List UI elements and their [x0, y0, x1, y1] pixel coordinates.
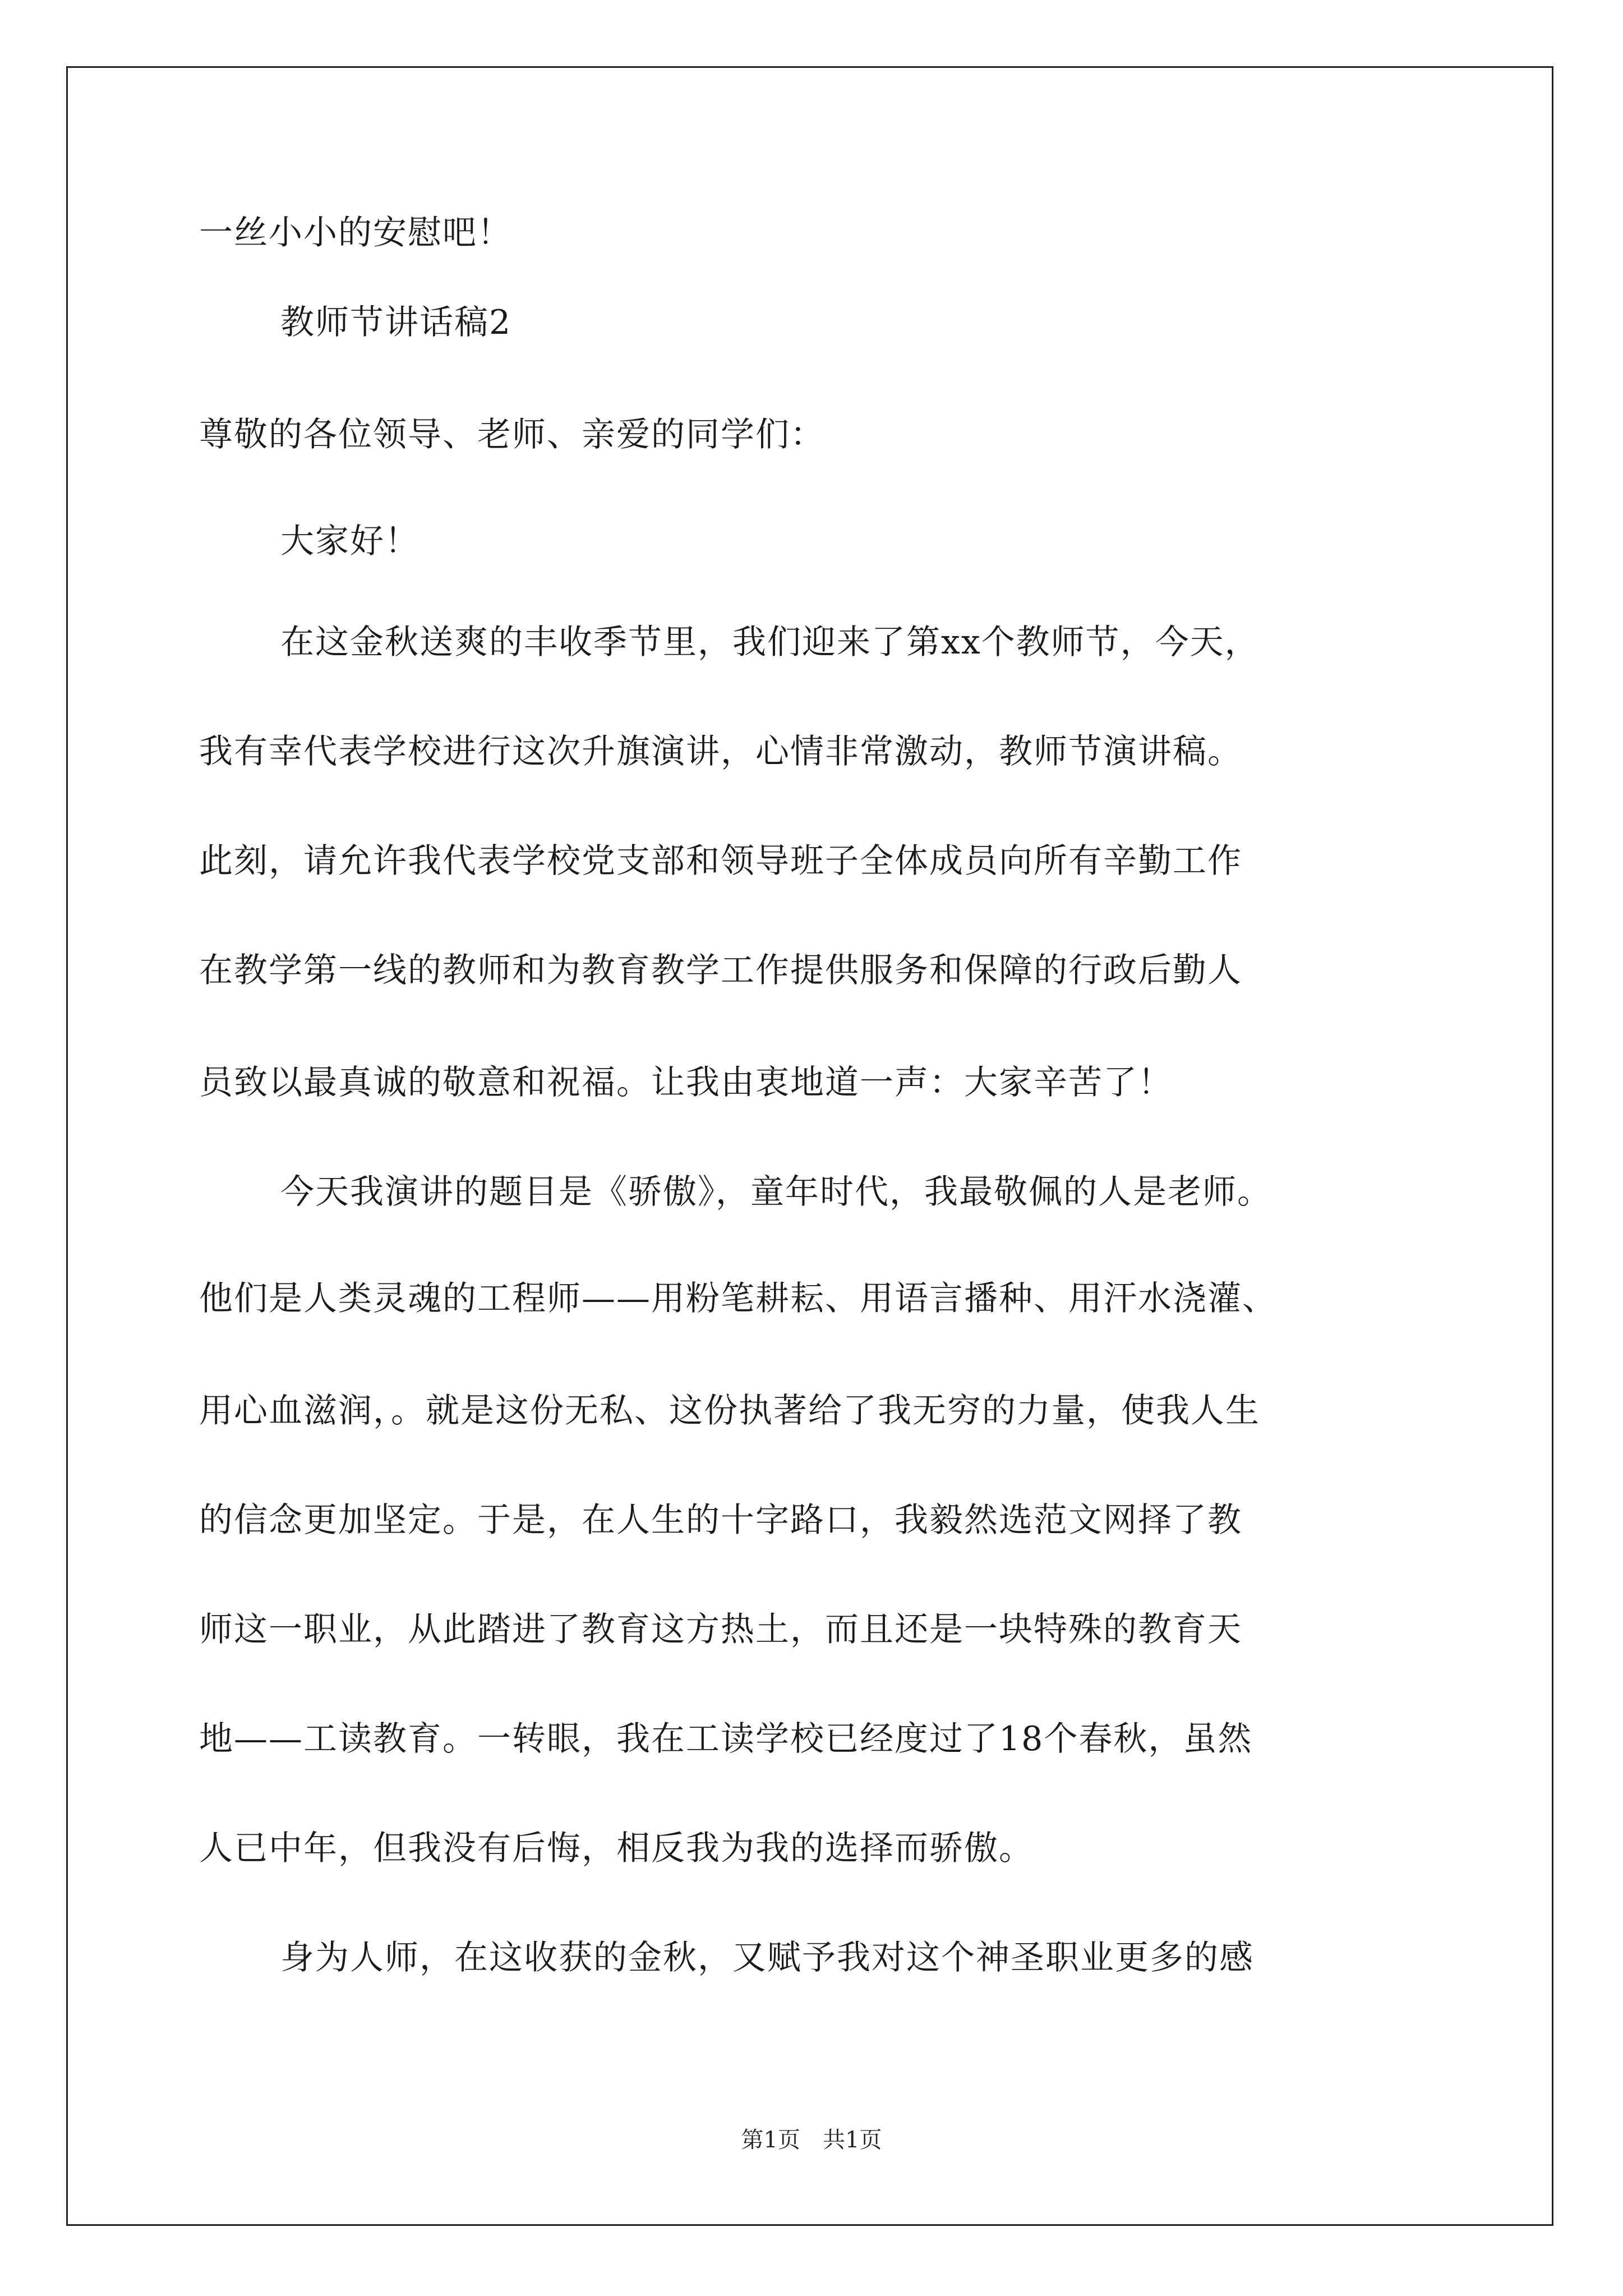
- text-line-11: 他们是人类灵魂的工程师——用粉笔耕耘、用语言播种、用汗水浇灌、: [199, 1279, 1277, 1318]
- page-total: 共1页: [823, 2127, 882, 2153]
- text-line-10: 今天我演讲的题目是《骄傲》，童年时代，我最敬佩的人是老师。: [280, 1172, 1272, 1212]
- text-line-12: 用心血滋润，。就是这份无私、这份执著给了我无穷的力量，使我人生: [199, 1391, 1260, 1430]
- page-number: 第1页: [741, 2127, 800, 2153]
- text-line-8: 在教学第一线的教师和为教育教学工作提供服务和保障的行政后勤人: [199, 951, 1242, 990]
- salutation: 尊敬的各位领导、老师、亲爱的同学们：: [199, 415, 825, 454]
- text-line-14: 师这一职业，从此踏进了教育这方热土，而且还是一块特殊的教育天: [199, 1610, 1242, 1649]
- page-border: [66, 66, 1553, 2226]
- page-footer: [0, 2126, 1623, 2154]
- greeting: 大家好！: [280, 522, 419, 561]
- text-line-17: 身为人师，在这收获的金秋，又赋予我对这个神圣职业更多的感: [280, 1938, 1254, 1977]
- text-line-9: 员致以最真诚的敬意和祝福。让我由衷地道一声：大家辛苦了！: [199, 1063, 1173, 1102]
- text-line-1: 一丝小小的安慰吧！: [199, 213, 512, 252]
- text-line-13: 的信念更加坚定。于是，在人生的十字路口，我毅然选范文网择了教: [199, 1501, 1242, 1540]
- text-line-15: 地——工读教育。一转眼，我在工读学校已经度过了18个春秋，虽然: [199, 1719, 1253, 1759]
- text-line-6: 我有幸代表学校进行这次升旗演讲，心情非常激动，教师节演讲稿。: [199, 732, 1242, 771]
- text-line-5: 在这金秋送爽的丰收季节里，我们迎来了第xx个教师节，今天，: [280, 623, 1260, 662]
- text-line-16: 人已中年，但我没有后悔，相反我为我的选择而骄傲。: [199, 1829, 1034, 1868]
- text-line-7: 此刻，请允许我代表学校党支部和领导班子全体成员向所有辛勤工作: [199, 841, 1242, 881]
- section-heading: 教师节讲话稿2: [280, 303, 512, 342]
